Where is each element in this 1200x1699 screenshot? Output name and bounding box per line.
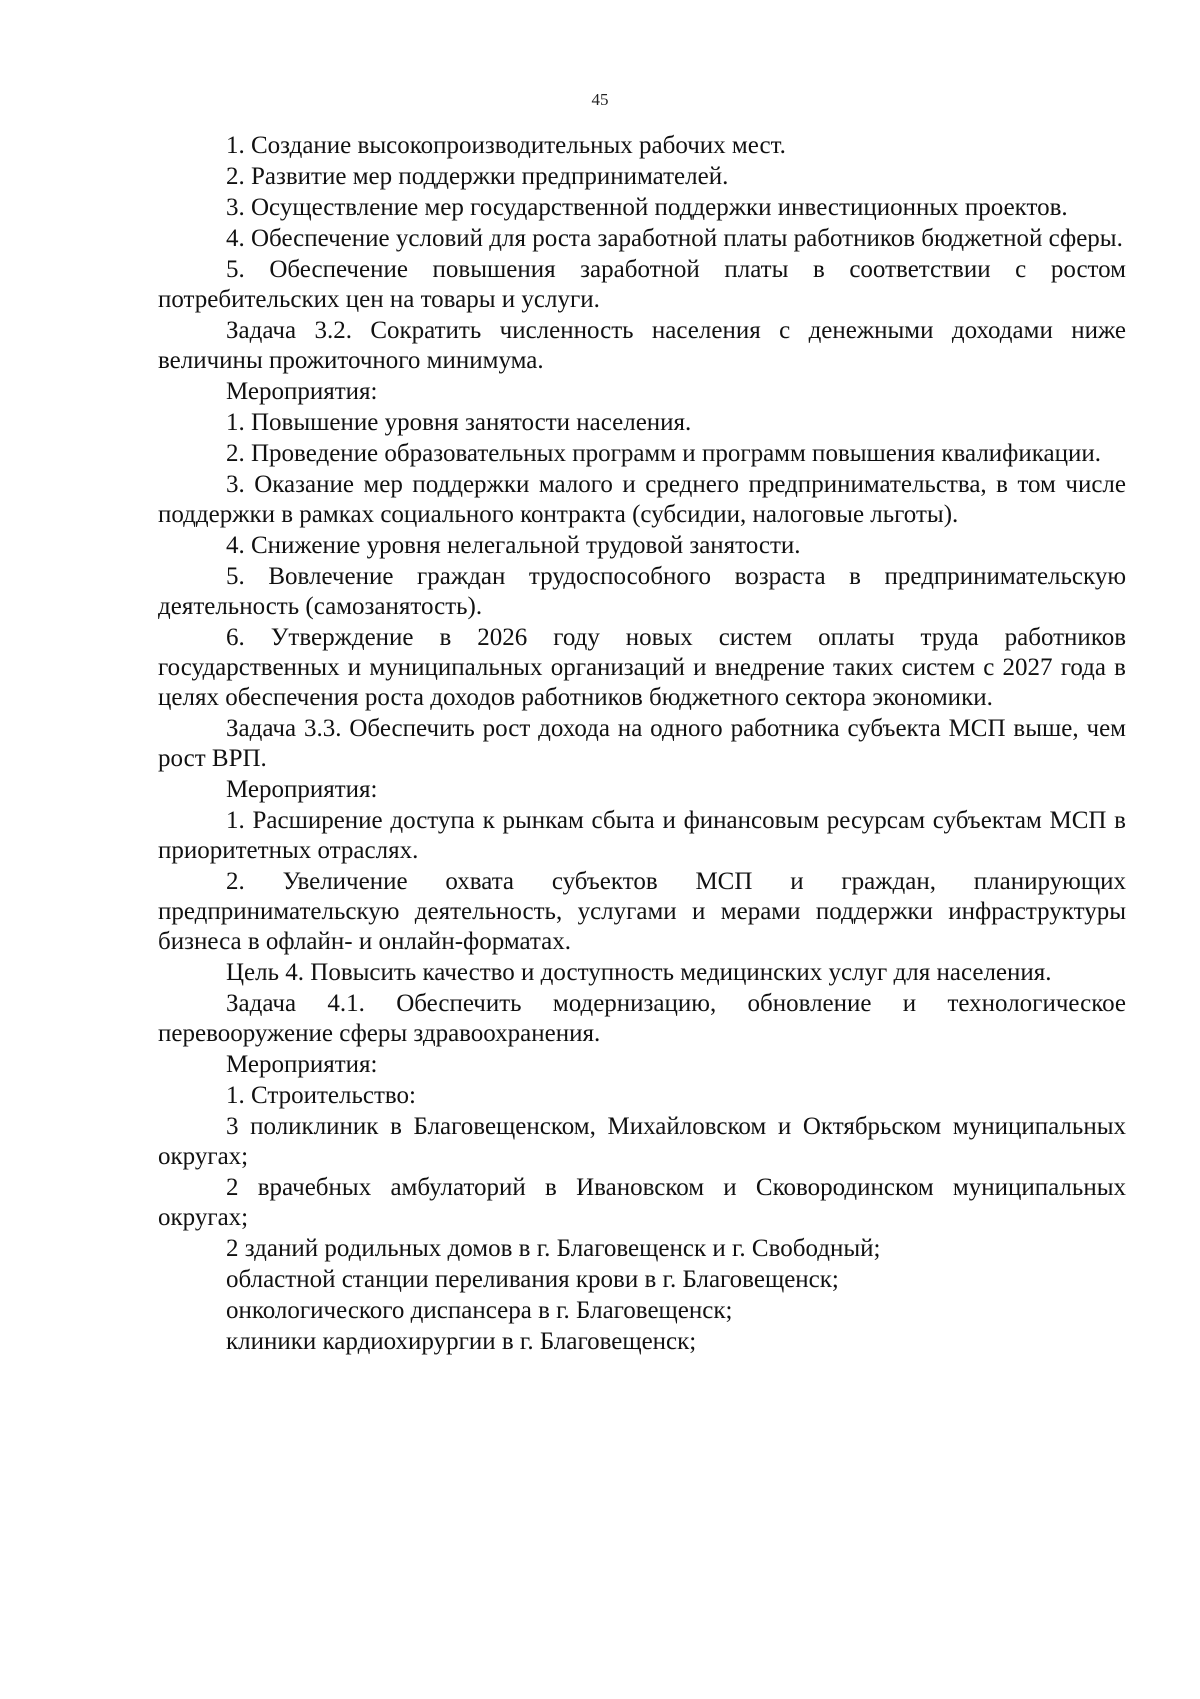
paragraph: 1. Расширение доступа к рынкам сбыта и финансовым ресурсам субъектам МСП в приоритетных отраслях. (158, 807, 1126, 864)
paragraph: 4. Обеспечение условий для роста заработной платы работников бюджетной сферы. (226, 225, 1123, 252)
paragraph: Цель 4. Повысить качество и доступность медицинских услуг для населения. (226, 959, 1052, 986)
paragraph: 2 врачебных амбулаторий в Ивановском и Сковородинском муниципальных округах; (158, 1174, 1126, 1231)
paragraph: Задача 3.3. Обеспечить рост дохода на одного работника субъекта МСП выше, чем рост ВРП. (158, 715, 1126, 772)
paragraph: 5. Вовлечение граждан трудоспособного возраста в предпринимательскую деятельность (самозанятость). (158, 563, 1126, 620)
paragraph: 2 зданий родильных домов в г. Благовещенск и г. Свободный; (226, 1235, 881, 1262)
paragraph: 5. Обеспечение повышения заработной платы в соответствии с ростом потребительских цен на товары и услуги. (158, 256, 1126, 313)
paragraph: 3. Оказание мер поддержки малого и среднего предпринимательства, в том числе поддержки в рамках социального контракта (субсидии, налоговые льготы). (158, 471, 1126, 528)
paragraph: 1. Строительство: (226, 1082, 416, 1109)
paragraph: Задача 4.1. Обеспечить модернизацию, обновление и технологическое перевооружение сферы здравоохранения. (158, 990, 1126, 1047)
paragraph: 2. Развитие мер поддержки предпринимателей. (226, 163, 729, 190)
paragraph: клиники кардиохирургии в г. Благовещенск; (226, 1328, 697, 1355)
document-body (158, 131, 1126, 1357)
paragraph: Мероприятия: (226, 776, 378, 803)
paragraph: Задача 3.2. Сократить численность населения с денежными доходами ниже величины прожиточного минимума. (158, 317, 1126, 374)
paragraph: областной станции переливания крови в г. Благовещенск; (226, 1266, 839, 1293)
paragraph: Мероприятия: (226, 378, 378, 405)
paragraph: 3 поликлиник в Благовещенском, Михайловском и Октябрьском муниципальных округах; (158, 1113, 1126, 1170)
paragraph: 2. Проведение образовательных программ и программ повышения квалификации. (226, 440, 1102, 467)
paragraph: 6. Утверждение в 2026 году новых систем оплаты труда работников государственных и муниципальных организаций и внедрение таких систем с 2027 года в целях обеспечения роста доходов работников бюджетного сектора экономики. (158, 624, 1126, 711)
paragraph: Мероприятия: (226, 1051, 378, 1078)
paragraph: 1. Создание высокопроизводительных рабочих мест. (226, 132, 786, 159)
paragraph: 4. Снижение уровня нелегальной трудовой занятости. (226, 532, 801, 559)
page-number: 45 (591, 90, 609, 109)
paragraph: 1. Повышение уровня занятости населения. (226, 409, 692, 436)
paragraph: онкологического диспансера в г. Благовещенск; (226, 1297, 733, 1324)
paragraph: 2. Увеличение охвата субъектов МСП и граждан, планирующих предпринимательскую деятельность, услугами и мерами поддержки инфраструктуры бизнеса в офлайн- и онлайн-форматах. (158, 868, 1126, 955)
paragraph: 3. Осуществление мер государственной поддержки инвестиционных проектов. (226, 194, 1068, 221)
